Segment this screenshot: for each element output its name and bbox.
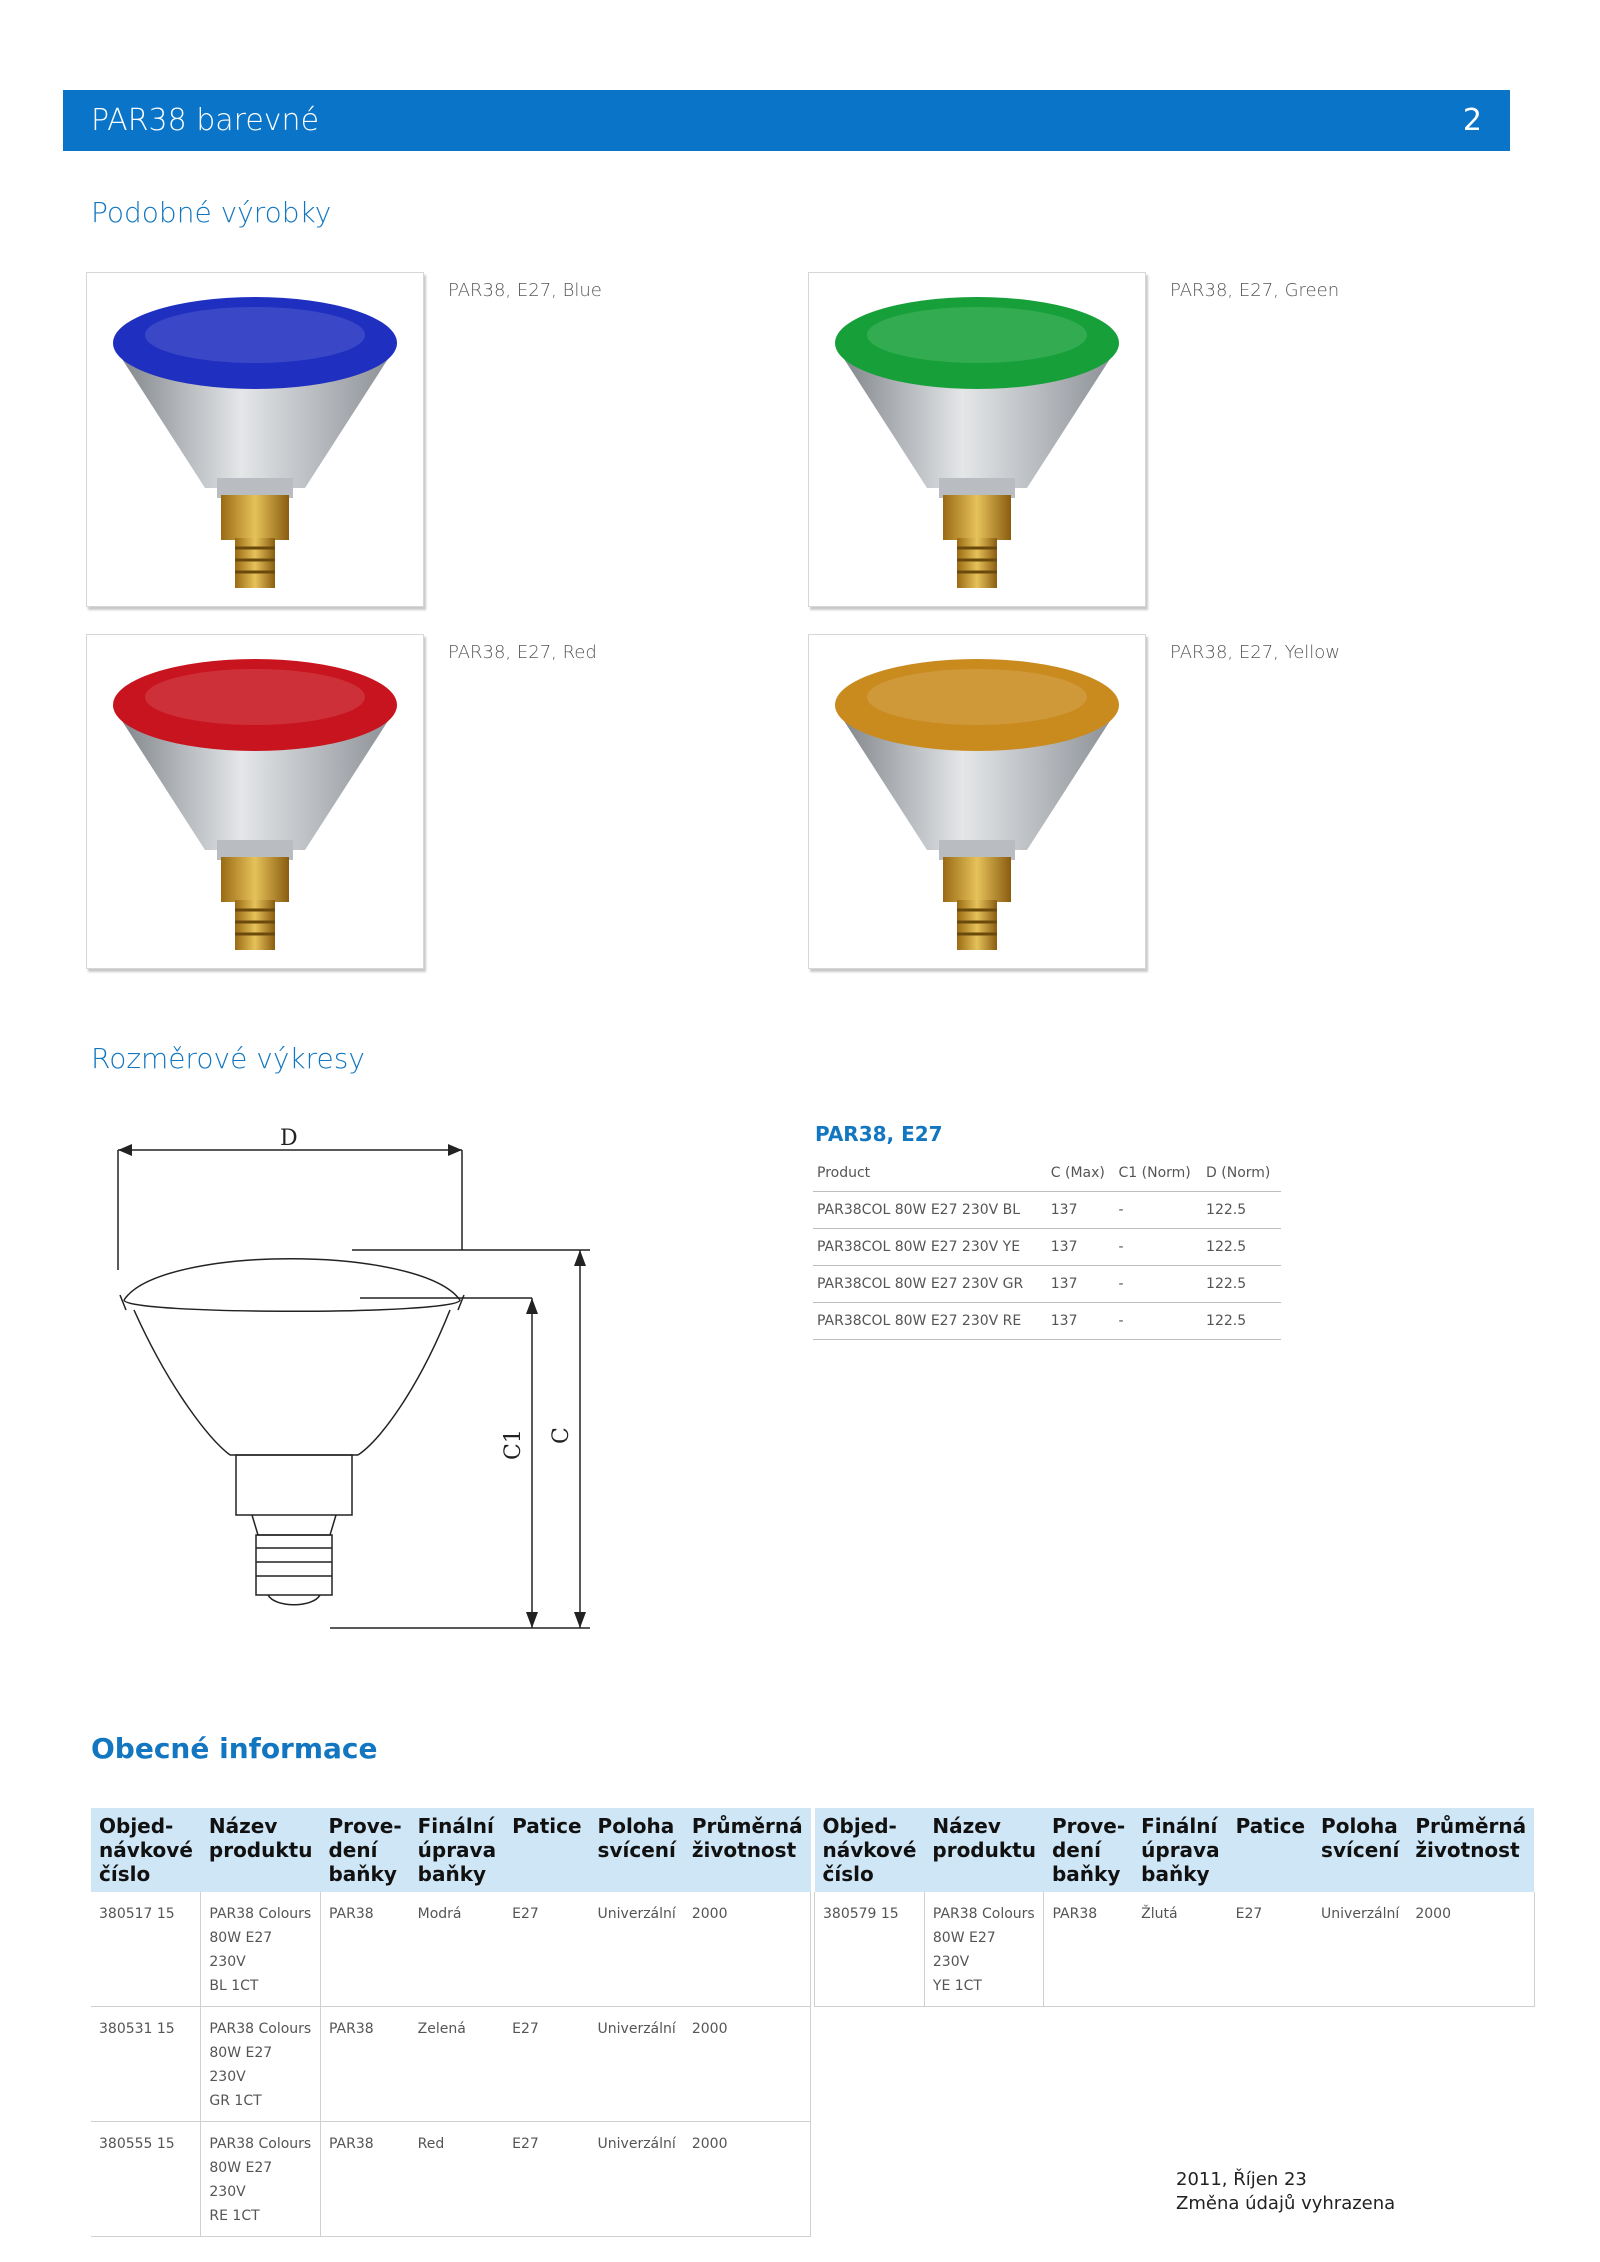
column-header: D (Norm) [1202,1155,1281,1192]
cell-finish: Red [410,2122,504,2237]
cell-bulb: PAR38 [320,2122,409,2237]
cell-cap: E27 [504,1892,589,2007]
cell-order-number: 380531 15 [91,2007,201,2122]
table-header-row [91,1808,811,1892]
cell-c-max: 137 [1047,1303,1115,1340]
product-label: PAR38, E27, Red [448,642,597,663]
product-photo [808,634,1146,969]
table-header-row [815,1808,1535,1892]
column-header-bulb: Prove- dení baňky [320,1808,409,1892]
cell-burning-position: Univerzální [590,2007,684,2122]
column-header-product-name: Název produktu [201,1808,321,1892]
page-number: 2 [1462,103,1482,138]
table-row [815,1892,1535,2007]
cell-d-norm: 122.5 [1202,1192,1281,1229]
cell-order-number: 380555 15 [91,2122,201,2237]
cell-product-name: PAR38 Colours 80W E27 230V RE 1CT [201,2122,321,2237]
cell-cap: E27 [1228,1892,1313,2007]
footer-date: 2011, Říjen 23 [1176,2169,1307,2190]
cell-bulb: PAR38 [320,2007,409,2122]
cell-product: PAR38COL 80W E27 230V GR [813,1266,1047,1303]
lamp-image [809,635,1145,968]
column-header-average-life: Průměrná životnost [684,1808,811,1892]
cell-product: PAR38COL 80W E27 230V YE [813,1229,1047,1266]
product-label: PAR38, E27, Green [1170,280,1340,301]
cell-cap: E27 [504,2122,589,2237]
table-row [813,1192,1281,1229]
column-header-average-life: Průměrná životnost [1407,1808,1534,1892]
cell-bulb: PAR38 [1044,1892,1133,2007]
column-header-burning-position: Poloha svícení [590,1808,684,1892]
table-row [91,2122,811,2237]
cell-average-life: 2000 [1407,1892,1534,2007]
table-header-row [813,1155,1281,1192]
general-info-table-right [814,1808,1535,2007]
cell-average-life: 2000 [684,2122,811,2237]
table-row [91,1892,811,2007]
lamp-image [87,273,423,606]
cell-order-number: 380579 15 [815,1892,925,2007]
column-header-burning-position: Poloha svícení [1313,1808,1407,1892]
table-row [813,1303,1281,1340]
table-row [813,1266,1281,1303]
product-photo [86,634,424,969]
header-bar [63,90,1510,151]
cell-product-name: PAR38 Colours 80W E27 230V YE 1CT [924,1892,1044,2007]
product-photo [808,272,1146,607]
column-header-finish: Finální úprava baňky [410,1808,504,1892]
cell-c1-norm: - [1115,1303,1203,1340]
table-row [813,1229,1281,1266]
footer-note: Změna údajů vyhrazena [1176,2193,1396,2214]
cell-product-name: PAR38 Colours 80W E27 230V BL 1CT [201,1892,321,2007]
cell-product-name: PAR38 Colours 80W E27 230V GR 1CT [201,2007,321,2122]
cell-product: PAR38COL 80W E27 230V RE [813,1303,1047,1340]
cell-d-norm: 122.5 [1202,1266,1281,1303]
cell-d-norm: 122.5 [1202,1303,1281,1340]
cell-d-norm: 122.5 [1202,1229,1281,1266]
column-header-bulb: Prove- dení baňky [1044,1808,1133,1892]
footer [1176,2168,1395,2216]
cell-finish: Žlutá [1133,1892,1227,2007]
cell-c1-norm: - [1115,1192,1203,1229]
cell-cap: E27 [504,2007,589,2122]
column-header-cap: Patice [504,1808,589,1892]
product-photo [86,272,424,607]
cell-c-max: 137 [1047,1266,1115,1303]
table-row [91,2007,811,2122]
cell-c-max: 137 [1047,1192,1115,1229]
cell-finish: Zelená [410,2007,504,2122]
product-label: PAR38, E27, Blue [448,280,602,301]
column-header-finish: Finální úprava baňky [1133,1808,1227,1892]
column-header-order-number: Objed- návkové číslo [815,1808,925,1892]
column-header: C1 (Norm) [1115,1155,1203,1192]
similar-products-heading: Podobné výrobky [91,196,332,229]
lamp-image [809,273,1145,606]
general-info-heading: Obecné informace [91,1732,378,1765]
cell-average-life: 2000 [684,2007,811,2122]
dimensions-table-title: PAR38, E27 [815,1122,943,1146]
dimensions-table [813,1155,1281,1340]
cell-product: PAR38COL 80W E27 230V BL [813,1192,1047,1229]
cell-order-number: 380517 15 [91,1892,201,2007]
cell-c1-norm: - [1115,1229,1203,1266]
product-label: PAR38, E27, Yellow [1170,642,1341,663]
cell-average-life: 2000 [684,1892,811,2007]
lamp-image [87,635,423,968]
c-label: C [549,1427,574,1444]
column-header: Product [813,1155,1047,1192]
cell-burning-position: Univerzální [1313,1892,1407,2007]
column-header-order-number: Objed- návkové číslo [91,1808,201,1892]
cell-c-max: 137 [1047,1229,1115,1266]
general-info-table-left [91,1808,811,2237]
document-title: PAR38 barevné [91,103,320,138]
d-label: D [280,1126,298,1151]
column-header-product-name: Název produktu [924,1808,1044,1892]
c1-label: C1 [501,1429,526,1460]
cell-c1-norm: - [1115,1266,1203,1303]
column-header-cap: Patice [1228,1808,1313,1892]
dimension-drawing [100,1120,620,1640]
column-header: C (Max) [1047,1155,1115,1192]
cell-finish: Modrá [410,1892,504,2007]
drawings-heading: Rozměrové výkresy [91,1042,365,1075]
cell-burning-position: Univerzální [590,1892,684,2007]
cell-burning-position: Univerzální [590,2122,684,2237]
cell-bulb: PAR38 [320,1892,409,2007]
